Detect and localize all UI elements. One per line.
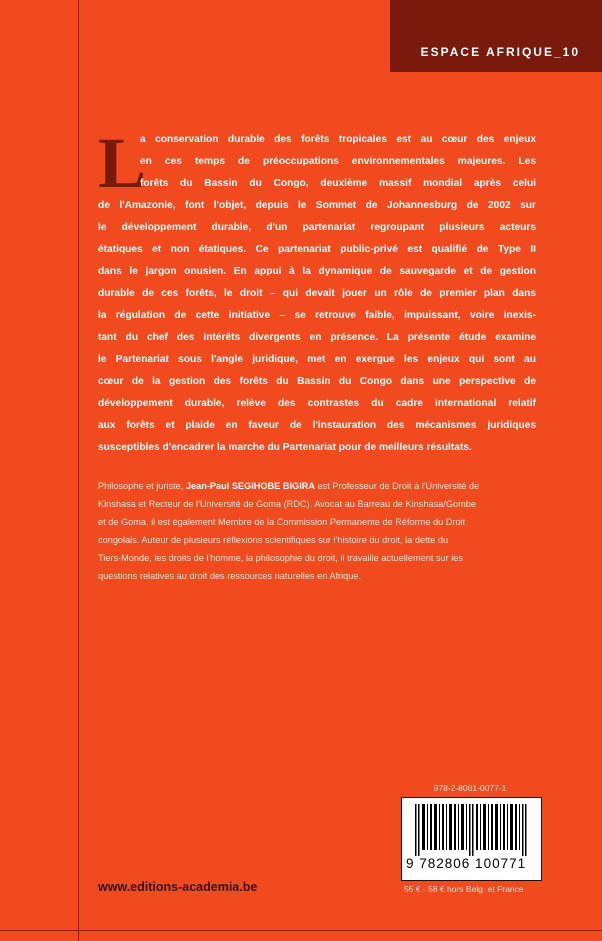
summary-line: durable de ces forêts, le droit – qui devait jouer un rôle de premier plan dans [98,288,536,299]
bio-line: Philosophe et juriste, Jean-Paul SEGIHOBE BIGIRA est Professeur de Droit à l'Université de [98,481,480,491]
summary-line: cœur de la gestion des forêts du Bassin du Congo dans une perspective de [98,376,536,387]
barcode-digits: 9 782806 100771 [406,856,527,871]
summary-line: étatiques et non étatiques. Ce partenariat public-privé est qualifié de Type II [98,244,536,255]
summary-line: développement durable, relève des contrastes du cadre international relatif [98,398,536,409]
summary-line: a conservation durable des forêts tropicales est au cœur des enjeux [140,134,536,145]
summary-line: forêts du Bassin du Congo, deuxième massif mondial après celui [140,178,536,189]
summary-line: le développement durable, d'un partenariat regroupant plusieurs acteurs [98,222,536,233]
left-rule [78,0,79,941]
series-band [390,0,602,72]
series-label: ESPACE AFRIQUE_10 [420,45,580,59]
bottom-rule [0,930,602,931]
summary-line: aux forêts et plaide en faveur de l'instauration des mécanismes juridiques [98,420,536,431]
summary-line: susceptibles d'encadrer la marche du Partenariat pour de meilleurs résultats. [98,442,472,453]
bio-line: et de Goma, il est également Membre de la Commission Permanente de Réforme du Droit [98,517,466,527]
price-label: 55 € - 58 € hors Belg. et France [404,884,524,894]
summary-line: le Partenariat sous l'angle juridique, met en exergue les enjeux qui sont au [98,354,536,365]
bio-line: Tiers-Monde, les droits de l'homme, la philosophie du droit, il travaille actuellement sur les [98,553,463,563]
summary-line: dans le jargon onusien. En appui à la dynamique de sauvegarde et de gestion [98,266,536,277]
barcode [401,797,542,881]
summary-line: en ces temps de préoccupations environnementales majeures. Les [140,156,536,167]
barcode-bars [407,804,536,856]
summary-line: la régulation de cette initiative – se retrouve faible, impuissant, voire inexis- [98,310,536,321]
bio-line: Kinshasa et Recteur de l'Université de Goma (RDC). Avocat au Barreau de Kinshasa/Gombe [98,499,476,509]
bio-line: congolais. Auteur de plusieurs réflexions scientifiques sur l'histoire du droit, la dette du [98,535,449,545]
publisher-website[interactable]: www.editions-academia.be [98,880,258,894]
drop-cap: L [98,123,147,203]
bio-line: questions relatives au droit des ressources naturelles en Afrique. [98,571,362,581]
isbn-number: 978-2-8061-0077-1 [433,783,507,793]
summary-line: de l'Amazonie, font l'objet, depuis le Sommet de Johannesburg de 2002 sur [98,200,536,211]
author-name: Jean-Paul SEGIHOBE BIGIRA [185,481,316,491]
summary-line: tant du chef des intérêts divergents en présence. La présente étude examine [98,332,536,343]
